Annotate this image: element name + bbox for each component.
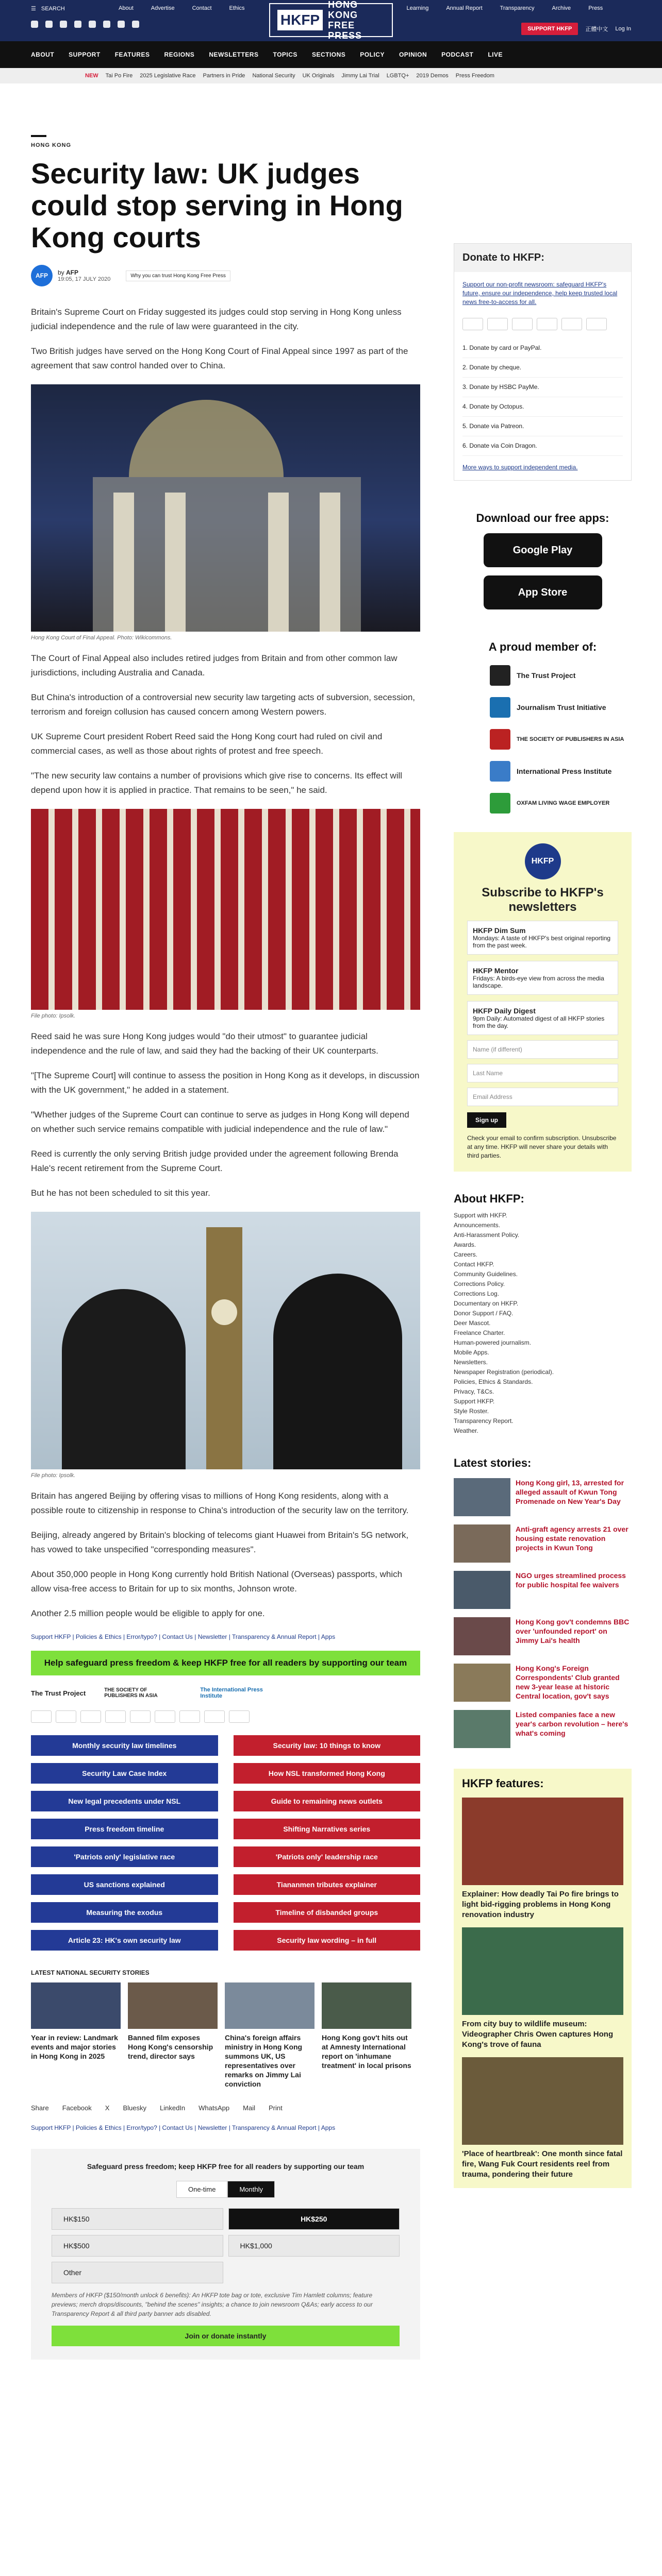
newsletter-option[interactable]: HKFP Daily Digest 9pm Daily: Automated digest of all HKFP stories from the day.	[467, 1001, 618, 1035]
share-label: Share	[31, 2104, 49, 2112]
logo-text: HONG KONG FREE PRESS	[328, 0, 362, 41]
top-link[interactable]: Annual Report	[446, 5, 483, 11]
donate-text[interactable]: Support our non-profit newsroom: safeguard HKFP's future, ensure our independence, help keep trusted local news free-to-access for all.	[462, 281, 618, 306]
story-thumbnail[interactable]	[454, 1710, 510, 1748]
instagram-icon[interactable]	[60, 21, 67, 28]
donate-methods	[462, 338, 623, 456]
payment-icons	[462, 318, 623, 330]
paragraph: Britain's Supreme Court on Friday suggested its judges could stop serving in Hong Kong unless judicial independence and the rule of law were guaranteed in the city.	[31, 307, 402, 331]
nav-item[interactable]: OPINION	[399, 51, 427, 58]
card-icon	[561, 318, 582, 330]
story-title[interactable]: China's foreign affairs ministry in Hong Kong summons UK, US representatives over remarks on Jimmy Lai conviction	[225, 2033, 303, 2088]
about-item[interactable]: Awards.	[454, 1241, 476, 1248]
search-label[interactable]: SEARCH	[41, 5, 65, 12]
about-item[interactable]: Support HKFP.	[454, 1398, 495, 1405]
donate-method[interactable]: 3. Donate by HSBC PayMe.	[462, 378, 623, 397]
feature-image[interactable]	[462, 2057, 623, 2145]
member-badge[interactable]: International Press Institute	[454, 761, 632, 782]
facebook-icon[interactable]	[31, 21, 38, 28]
story-card[interactable]	[225, 1982, 315, 2089]
logo-mark: HKFP	[277, 10, 323, 30]
member-badge[interactable]: The Trust Project	[454, 665, 632, 686]
about-heading: About HKFP:	[454, 1192, 524, 1205]
donate-method[interactable]: 6. Donate via Coin Dragon.	[462, 436, 623, 456]
topic-button[interactable]: Security law: 10 things to know	[234, 1735, 421, 1756]
newsletter-option[interactable]: HKFP Mentor Fridays: A birds-eye view from across the media landscape.	[467, 961, 618, 995]
signup-button[interactable]: Sign up	[467, 1112, 506, 1128]
card-icon	[512, 318, 533, 330]
topic-button[interactable]: Security Law Case Index	[31, 1763, 218, 1784]
donate-method[interactable]: 5. Donate via Patreon.	[462, 417, 623, 436]
topic-button[interactable]: Guide to remaining news outlets	[234, 1791, 421, 1811]
story-title[interactable]: Listed companies face a new year's carbon revolution – here's what's coming	[516, 1710, 628, 1737]
paragraph: Reed is currently the only serving British judge provided under the agreement following Brenda Hale's recent retirement from the Supreme Court.	[31, 1149, 399, 1173]
support-links[interactable]: Support HKFP | Policies & Ethics | Error/typo? | Contact Us | Newsletter | Transparency & Annual Report | Apps	[31, 2124, 336, 2131]
email-field[interactable]: Email Address	[467, 1088, 618, 1106]
topic-button[interactable]: Monthly security law timelines	[31, 1735, 218, 1756]
card-icon	[204, 1710, 225, 1723]
paragraph: But China's introduction of a controversial new security law targeting acts of subversion, secession, terrorism and foreign collusion has caused concern among Western powers.	[31, 692, 416, 717]
story-card[interactable]	[31, 1982, 121, 2089]
share-facebook[interactable]: Facebook	[62, 2104, 92, 2112]
topic-button[interactable]: New legal precedents under NSL	[31, 1791, 218, 1811]
topic-button[interactable]: 'Patriots only' leadership race	[234, 1846, 421, 1867]
more-ways-link[interactable]: More ways to support independent media.	[462, 464, 578, 471]
paragraph: But he has not been scheduled to sit this year.	[31, 1188, 210, 1198]
donate-method[interactable]: 2. Donate by cheque.	[462, 358, 623, 378]
about-item[interactable]: Support with HKFP.	[454, 1212, 507, 1219]
member-badge[interactable]: OXFAM LIVING WAGE EMPLOYER	[454, 793, 632, 814]
about-item[interactable]: Transparency Report.	[454, 1417, 514, 1425]
last-name-field[interactable]: Last Name	[467, 1064, 618, 1082]
top-link[interactable]: Learning	[406, 5, 429, 11]
about-item[interactable]: Announcements.	[454, 1222, 501, 1229]
section-label[interactable]: HONG KONG	[31, 135, 46, 148]
court-photo	[31, 384, 420, 632]
about-item[interactable]: Community Guidelines.	[454, 1270, 518, 1278]
sidebar	[454, 83, 632, 2188]
about-item[interactable]: Human-powered journalism.	[454, 1339, 532, 1346]
amount-option[interactable]: HK$1,000	[228, 2235, 400, 2257]
share-print[interactable]: Print	[268, 2104, 283, 2112]
byline	[31, 265, 420, 286]
story-title[interactable]: Year in review: Landmark events and major stories in Hong Kong in 2025	[31, 2033, 118, 2060]
topic-button[interactable]: Measuring the exodus	[31, 1902, 218, 1923]
sopa-logo[interactable]: THE SOCIETY OF PUBLISHERS IN ASIA	[104, 1687, 158, 1699]
paragraph: "The new security law contains a number of provisions which give rise to concerns. Its effect will depend upon how it is applied in practice. That remains to be seen," he said.	[31, 771, 403, 795]
app-store-button[interactable]: App Store	[484, 575, 602, 609]
nav-item[interactable]: LIVE	[488, 51, 503, 58]
paragraph: "[The Supreme Court] will continue to assess the position in Hong Kong as it develops, in discussion with the UK government," he added in a statement.	[31, 1071, 420, 1095]
mail-icon[interactable]	[103, 21, 110, 28]
story-thumbnail[interactable]	[128, 1982, 218, 2029]
judges-photo	[31, 809, 420, 1010]
threads-icon[interactable]	[74, 21, 81, 28]
donate-button[interactable]: Join or donate instantly	[52, 2326, 400, 2346]
menu-icon[interactable]: ☰	[31, 6, 36, 12]
features-heading: HKFP features:	[462, 1777, 544, 1790]
support-banner[interactable]: Help safeguard press freedom & keep HKFP free for all readers by supporting our team	[31, 1651, 420, 1675]
latest-heading: Latest stories:	[454, 1456, 532, 1469]
first-name-field[interactable]: Name (if different)	[467, 1040, 618, 1059]
story-thumbnail[interactable]	[454, 1524, 510, 1563]
paragraph: Reed said he was sure Hong Kong judges would "do their utmost" to guarantee judicial independence and the rule of law, and said they had the backing of their UK counterparts.	[31, 1031, 378, 1056]
donate-panel	[454, 243, 632, 481]
youtube-icon[interactable]	[118, 21, 125, 28]
donate-method[interactable]: 1. Donate by card or PayPal.	[462, 338, 623, 358]
about-item[interactable]: Freelance Charter.	[454, 1329, 505, 1336]
feature-title[interactable]: From city buy to wildlife museum: Videographer Chris Owen captures Hong Kong's trove of fauna	[462, 2020, 614, 2049]
story-card[interactable]	[322, 1982, 411, 2089]
paragraph: The Court of Final Appeal also includes retired judges from Britain and from other common law jurisdictions, including Australia and Canada.	[31, 653, 398, 677]
subnav-item[interactable]: Partners in Pride	[203, 73, 245, 79]
badge-row	[31, 1687, 420, 1699]
newsletter-signup	[454, 832, 632, 1172]
story-title[interactable]: Hong Kong's Foreign Correspondents' Club granted new 3-year lease at historic Central location, gov't says	[516, 1664, 620, 1700]
jti-icon	[490, 697, 510, 718]
card-icon	[487, 318, 508, 330]
feature-title[interactable]: Explainer: How deadly Tai Po fire brings to light bid-rigging problems in Hong Kong renovation industry	[462, 1890, 619, 1919]
story-thumbnail[interactable]	[454, 1478, 510, 1516]
feature-title[interactable]: 'Place of heartbreak': One month since fatal fire, Wang Fuk Court residents reel from trauma, pondering their future	[462, 2149, 623, 2179]
ipi-logo[interactable]: The International Press Institute	[200, 1687, 263, 1699]
card-icon	[586, 318, 607, 330]
share-mail[interactable]: Mail	[243, 2104, 255, 2112]
about-item[interactable]: Contact HKFP.	[454, 1261, 494, 1268]
nav-item[interactable]: SECTIONS	[311, 51, 346, 58]
story-title[interactable]: Hong Kong gov't hits out at Amnesty International report on 'inhumane treatment' in local prisons	[322, 2033, 411, 2070]
latest-story[interactable]	[454, 1478, 632, 1516]
nav-item[interactable]: ABOUT	[31, 51, 55, 58]
card-icon	[179, 1710, 200, 1723]
photo-caption: File photo: Ipsolk.	[31, 1472, 76, 1479]
ipi-icon	[490, 761, 510, 782]
story-title[interactable]: Hong Kong gov't condemns BBC over 'unfounded report' on Jimmy Lai's health	[516, 1618, 630, 1645]
latest-story[interactable]	[454, 1664, 632, 1702]
topic-buttons	[31, 1735, 420, 1951]
linkedin-icon[interactable]	[132, 21, 139, 28]
share-whatsapp[interactable]: WhatsApp	[198, 2104, 230, 2112]
site-logo[interactable]	[269, 0, 393, 41]
card-icon	[130, 1710, 151, 1723]
share-bluesky[interactable]: Bluesky	[123, 2104, 146, 2112]
nav-item[interactable]: POLICY	[360, 51, 385, 58]
big-ben-photo	[31, 1212, 420, 1469]
member-badge[interactable]: THE SOCIETY OF PUBLISHERS IN ASIA	[454, 729, 632, 750]
sopa-icon	[490, 729, 510, 750]
subnav-item[interactable]: Press Freedom	[455, 73, 494, 79]
new-label: NEW	[85, 73, 98, 79]
oxfam-icon	[490, 793, 510, 814]
topic-button[interactable]: US sanctions explained	[31, 1874, 218, 1895]
top-link[interactable]: Advertise	[151, 5, 175, 11]
subnav-item[interactable]: 2019 Demos	[416, 73, 449, 79]
amount-option[interactable]: HK$500	[52, 2235, 223, 2257]
donate-heading: Safeguard press freedom; keep HKFP free for all readers by supporting our team	[87, 2162, 365, 2171]
photo-caption: File photo: Ipsolk.	[31, 1013, 76, 1019]
bluesky-icon[interactable]	[89, 21, 96, 28]
topic-button[interactable]: Article 23: HK's own security law	[31, 1930, 218, 1951]
payment-icons	[31, 1710, 420, 1723]
story-title[interactable]: Hong Kong girl, 13, arrested for alleged assault of Kwun Tong Promenade on New Year's Day	[516, 1479, 624, 1505]
article-main	[31, 83, 420, 2360]
trust-project-logo[interactable]: The Trust Project	[31, 1689, 86, 1697]
topic-button[interactable]: Timeline of disbanded groups	[234, 1902, 421, 1923]
topic-button[interactable]: Press freedom timeline	[31, 1819, 218, 1839]
main-nav	[0, 41, 662, 68]
top-link[interactable]: Press	[588, 5, 603, 11]
story-thumbnail[interactable]	[31, 1982, 121, 2029]
feature-image[interactable]	[462, 1798, 623, 1885]
latest-stories	[454, 1456, 632, 1748]
story-title[interactable]: NGO urges streamlined process for public hospital fee waivers	[516, 1571, 626, 1589]
about-item[interactable]: Weather.	[454, 1427, 478, 1434]
amount-option[interactable]: Other	[52, 2262, 223, 2283]
login-link[interactable]: Log In	[615, 26, 631, 32]
card-icon	[105, 1710, 126, 1723]
story-thumbnail[interactable]	[322, 1982, 411, 2029]
about-item[interactable]: Deer Mascot.	[454, 1319, 491, 1327]
about-item[interactable]: Donor Support / FAQ.	[454, 1310, 514, 1317]
google-play-button[interactable]: Google Play	[484, 533, 602, 567]
amount-option[interactable]: HK$150	[52, 2208, 223, 2230]
top-link[interactable]: Contact	[192, 5, 212, 11]
nav-item[interactable]: PODCAST	[441, 51, 474, 58]
donate-title: Donate to HKFP:	[454, 244, 631, 272]
trust-project-icon	[490, 665, 510, 686]
share-linkedin[interactable]: LinkedIn	[160, 2104, 186, 2112]
subnav-item[interactable]: National Security	[252, 73, 295, 79]
about-item[interactable]: Newspaper Registration (periodical).	[454, 1368, 554, 1376]
sub-nav	[0, 68, 662, 83]
card-icon	[229, 1710, 250, 1723]
author-name[interactable]: by AFP	[58, 269, 79, 276]
photo-caption: Hong Kong Court of Final Appeal. Photo: Wikicommons.	[31, 635, 172, 641]
about-item[interactable]: Privacy, T&Cs.	[454, 1388, 494, 1395]
about-item[interactable]: Mobile Apps.	[454, 1349, 489, 1356]
story-thumbnail[interactable]	[454, 1617, 510, 1655]
paragraph: About 350,000 people in Hong Kong currently hold British National (Overseas) passports, which allow visa-free access to Britain for up to six months, Johnson wrote.	[31, 1569, 403, 1594]
subnav-item[interactable]: LGBTQ+	[386, 73, 409, 79]
paragraph: Britain has angered Beijing by offering visas to millions of Hong Kong residents, along with a possible route to citizenship in response to China's introduction of the security law on the territory.	[31, 1491, 409, 1515]
feature-image[interactable]	[462, 1927, 623, 2015]
paragraph: UK Supreme Court president Robert Reed said the Hong Kong court had ruled on civil and commercial cases, as well as those about rights of protest and free speech.	[31, 732, 383, 756]
newsletter-title: Subscribe to HKFP's newsletters	[482, 886, 604, 914]
card-icon	[462, 318, 483, 330]
nav-item[interactable]: FEATURES	[114, 51, 150, 58]
about-item[interactable]: Policies, Ethics & Standards.	[454, 1378, 533, 1385]
top-link[interactable]: Ethics	[229, 5, 245, 11]
story-title[interactable]: Banned film exposes Hong Kong's censorship trend, director says	[128, 2033, 213, 2060]
top-link[interactable]: Archive	[552, 5, 571, 11]
header-actions	[521, 23, 631, 35]
card-icon	[31, 1710, 52, 1723]
latest-security-list	[31, 1982, 420, 2089]
topic-button[interactable]: Shifting Narratives series	[234, 1819, 421, 1839]
paragraph: Two British judges have served on the Hong Kong Court of Final Appeal since 1997 as part of the agreement that saw control handed over to China.	[31, 346, 408, 370]
donate-frequency-toggle	[52, 2181, 400, 2198]
topic-button[interactable]: How NSL transformed Hong Kong	[234, 1763, 421, 1784]
subnav-item[interactable]: Tai Po Fire	[105, 73, 133, 79]
share-bar	[31, 2104, 420, 2112]
trust-badge[interactable]: Why you can trust Hong Kong Free Press	[126, 270, 230, 281]
about-item[interactable]: Careers.	[454, 1251, 478, 1258]
top-header	[0, 0, 662, 41]
newsletter-note: Check your email to confirm subscription. Unsubscribe at any time. HKFP will never share your details with third parties.	[467, 1134, 617, 1159]
topic-button[interactable]: Tiananmen tributes explainer	[234, 1874, 421, 1895]
nav-item[interactable]: REGIONS	[164, 51, 195, 58]
about-item[interactable]: Corrections Log.	[454, 1290, 500, 1297]
story-thumbnail[interactable]	[454, 1664, 510, 1702]
about-item[interactable]: Anti-Harassment Policy.	[454, 1231, 520, 1239]
membership-note: Members of HKFP ($150/month unlock 6 benefits): An HKFP tote bag or tote, exclusive Tim Hamlett columns; feature previews; merch drops/discounts, "behind the scenes" insights; a chance to join newsroom Q&As; early access to our Transparency Report & all third party banner ads disabled.	[52, 2292, 373, 2317]
member-badge[interactable]: Journalism Trust Initiative	[454, 697, 632, 718]
article-title: Security law: UK judges could stop serving in Hong Kong courts	[31, 157, 403, 253]
card-icon	[56, 1710, 76, 1723]
subnav-item[interactable]: 2025 Legislative Race	[140, 73, 196, 79]
subnav-item[interactable]: Jimmy Lai Trial	[341, 73, 379, 79]
story-card[interactable]	[128, 1982, 218, 2089]
about-list	[454, 1211, 632, 1436]
latest-story[interactable]	[454, 1617, 632, 1655]
nav-item[interactable]: TOPICS	[273, 51, 297, 58]
latest-story[interactable]	[454, 1571, 632, 1609]
about-item[interactable]: Style Roster.	[454, 1408, 489, 1415]
social-icons	[31, 21, 139, 28]
support-links[interactable]: Support HKFP | Policies & Ethics | Error/typo? | Contact Us | Newsletter | Transparency & Annual Report | Apps	[31, 1633, 336, 1640]
support-button[interactable]: SUPPORT HKFP	[521, 23, 578, 35]
x-icon[interactable]	[45, 21, 53, 28]
about-item[interactable]: Corrections Policy.	[454, 1280, 505, 1287]
latest-story[interactable]	[454, 1710, 632, 1748]
apps-heading: Download our free apps:	[476, 512, 609, 524]
toggle-one-time[interactable]: One-time	[176, 2181, 227, 2198]
publish-date: 19:05, 17 JULY 2020	[58, 276, 111, 282]
top-link[interactable]: About	[119, 5, 134, 11]
story-thumbnail[interactable]	[225, 1982, 315, 2029]
latest-story[interactable]	[454, 1524, 632, 1563]
donate-amounts	[52, 2208, 400, 2283]
card-icon	[537, 318, 557, 330]
amount-option-selected[interactable]: HK$250	[228, 2208, 400, 2230]
topic-button[interactable]: Security law wording – in full	[234, 1930, 421, 1951]
share-x[interactable]: X	[105, 2104, 110, 2112]
toggle-monthly[interactable]: Monthly	[227, 2181, 275, 2198]
language-link[interactable]: 正體中文	[585, 26, 608, 32]
about-item[interactable]: Newsletters.	[454, 1359, 488, 1366]
search-link[interactable]	[31, 5, 65, 12]
card-icon	[80, 1710, 101, 1723]
story-thumbnail[interactable]	[454, 1571, 510, 1609]
latest-security-heading: LATEST NATIONAL SECURITY STORIES	[31, 1969, 150, 1976]
newsletter-option[interactable]: HKFP Dim Sum Mondays: A taste of HKFP's best original reporting from the past week.	[467, 921, 618, 955]
subnav-item[interactable]: UK Originals	[302, 73, 335, 79]
features	[454, 1769, 632, 2188]
top-link[interactable]: Transparency	[500, 5, 535, 11]
donate-method[interactable]: 4. Donate by Octopus.	[462, 397, 623, 417]
nav-item[interactable]: SUPPORT	[69, 51, 101, 58]
nav-item[interactable]: NEWSLETTERS	[209, 51, 259, 58]
author-avatar: AFP	[31, 265, 53, 286]
paragraph: Beijing, already angered by Britain's blocking of telecoms giant Huawei from Britain's 5G network, has vowed to take unspecified "corresponding measures".	[31, 1530, 409, 1554]
paragraph: Another 2.5 million people would be eligible to apply for one.	[31, 1608, 265, 1618]
donate-widget	[31, 2149, 420, 2360]
paragraph: "Whether judges of the Supreme Court can continue to serve as judges in Hong Kong will depend on whether such service remains compatible with judicial independence and the rule of law."	[31, 1110, 409, 1134]
card-icon	[155, 1710, 175, 1723]
topic-button[interactable]: 'Patriots only' legislative race	[31, 1846, 218, 1867]
newsletter-badge: HKFP	[525, 843, 561, 879]
member-heading: A proud member of:	[488, 640, 597, 653]
story-title[interactable]: Anti-graft agency arrests 21 over housing estate renovation projects in Kwun Tong	[516, 1525, 628, 1552]
about-item[interactable]: Documentary on HKFP.	[454, 1300, 519, 1307]
